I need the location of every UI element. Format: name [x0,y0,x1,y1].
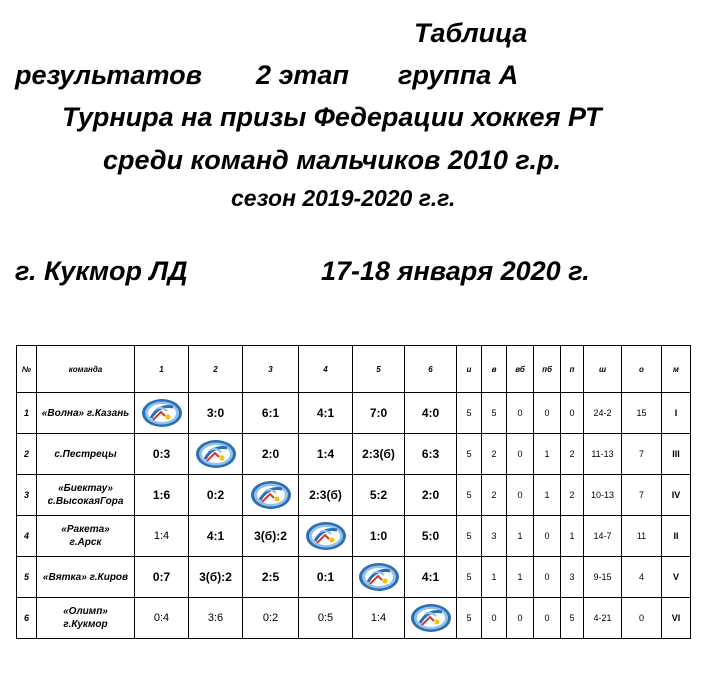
header-cell: № [17,346,37,393]
stat-goals: 14-7 [584,516,622,557]
title-line-5: сезон 2019-2020 г.г. [231,185,456,211]
stat-wins-shootout: 1 [507,557,534,598]
title-line-2a: результатов [15,60,202,90]
stat-losses-shootout: 1 [534,475,561,516]
header-cell: 2 [189,346,243,393]
diagonal-logo-cell [353,557,405,598]
table-row [17,393,691,434]
team-name-line-2: г.Арск [69,537,102,548]
stat-goals: 9-15 [584,557,622,598]
stat-losses: 0 [561,393,584,434]
stat-wins-shootout: 1 [507,516,534,557]
score-cell: 3:6 [189,598,243,639]
stat-wins-shootout: 0 [507,434,534,475]
stat-losses-shootout: 0 [534,598,561,639]
stat-games: 5 [457,598,482,639]
stat-games: 5 [457,557,482,598]
stat-losses: 5 [561,598,584,639]
team-name-line-2: г.Кукмор [63,619,108,630]
stat-wins: 1 [482,557,507,598]
stat-losses: 2 [561,434,584,475]
row-number: 4 [17,516,37,557]
row-number: 3 [17,475,37,516]
table-row [17,434,691,475]
stat-place: I [662,393,691,434]
stat-wins-shootout: 0 [507,393,534,434]
stat-games: 5 [457,393,482,434]
team-name-line-1: «Вятка» г.Киров [42,571,129,583]
team-name [37,598,135,639]
stat-losses-shootout: 0 [534,393,561,434]
stat-losses: 2 [561,475,584,516]
header-cell: ш [584,346,622,393]
team-name [37,434,135,475]
score-cell: 2:0 [243,434,299,475]
stat-games: 5 [457,434,482,475]
team-name-line-1: «Ракета» [61,524,110,535]
team-name-line-1: «Олимп» [63,606,108,617]
score-cell: 1:4 [353,598,405,639]
table-row [17,557,691,598]
score-cell: 1:6 [135,475,189,516]
header-cell: 4 [299,346,353,393]
dates: 17-18 января 2020 г. [321,256,590,286]
stat-points: 15 [622,393,662,434]
score-cell: 4:1 [299,393,353,434]
stat-goals: 4-21 [584,598,622,639]
score-cell: 5:0 [405,516,457,557]
score-cell: 1:0 [353,516,405,557]
diagonal-logo-cell [189,434,243,475]
hockey-logo-icon [141,398,183,428]
stat-goals: 11-13 [584,434,622,475]
stat-wins-shootout: 0 [507,475,534,516]
header-cell: пб [534,346,561,393]
score-cell: 2:3(б) [353,434,405,475]
score-cell: 3(б):2 [243,516,299,557]
stat-points: 7 [622,475,662,516]
team-name [37,475,135,516]
header-cell: и [457,346,482,393]
team-name [37,393,135,434]
stat-goals: 10-13 [584,475,622,516]
score-cell: 3(б):2 [189,557,243,598]
header-cell: о [622,346,662,393]
stat-goals: 24-2 [584,393,622,434]
title-line-3: Турнира на призы Федерации хоккея РТ [62,102,602,132]
hockey-logo-icon [305,521,347,551]
hockey-logo-icon [250,480,292,510]
header-cell: 6 [405,346,457,393]
stat-wins: 0 [482,598,507,639]
header-cell: 1 [135,346,189,393]
stat-place: III [662,434,691,475]
score-cell: 0:5 [299,598,353,639]
table-row [17,475,691,516]
score-cell: 2:0 [405,475,457,516]
score-cell: 0:7 [135,557,189,598]
stat-losses-shootout: 1 [534,434,561,475]
diagonal-logo-cell [405,598,457,639]
stat-games: 5 [457,475,482,516]
title-line-1: Таблица [414,18,528,48]
row-number: 5 [17,557,37,598]
stat-place: II [662,516,691,557]
score-cell: 1:4 [135,516,189,557]
stat-games: 5 [457,516,482,557]
score-cell: 1:4 [299,434,353,475]
table-header-row [17,346,691,393]
stat-wins: 2 [482,434,507,475]
stat-place: IV [662,475,691,516]
stat-losses: 1 [561,516,584,557]
header-cell: 3 [243,346,299,393]
diagonal-logo-cell [299,516,353,557]
title-line-2c: группа А [398,60,519,90]
stat-points: 7 [622,434,662,475]
score-cell: 7:0 [353,393,405,434]
row-number: 1 [17,393,37,434]
results-table [16,345,691,639]
score-cell: 0:4 [135,598,189,639]
table-row [17,598,691,639]
team-name-line-1: «Волна» г.Казань [41,407,130,419]
header-cell: 5 [353,346,405,393]
hockey-logo-icon [358,562,400,592]
score-cell: 2:3(б) [299,475,353,516]
header-cell: п [561,346,584,393]
header-cell: в [482,346,507,393]
score-cell: 6:3 [405,434,457,475]
title-line-2b: 2 этап [256,60,349,90]
title-line-4: среди команд мальчиков 2010 г.р. [103,145,561,175]
header-cell: команда [37,346,135,393]
stat-place: V [662,557,691,598]
stat-wins-shootout: 0 [507,598,534,639]
team-name [37,516,135,557]
stat-losses-shootout: 0 [534,516,561,557]
score-cell: 6:1 [243,393,299,434]
score-cell: 0:3 [135,434,189,475]
stat-wins: 5 [482,393,507,434]
score-cell: 5:2 [353,475,405,516]
score-cell: 4:0 [405,393,457,434]
stat-points: 0 [622,598,662,639]
stat-points: 4 [622,557,662,598]
score-cell: 0:2 [189,475,243,516]
score-cell: 3:0 [189,393,243,434]
diagonal-logo-cell [135,393,189,434]
team-name [37,557,135,598]
stat-losses: 3 [561,557,584,598]
header-cell: вб [507,346,534,393]
stat-wins: 2 [482,475,507,516]
hockey-logo-icon [195,439,237,469]
score-cell: 2:5 [243,557,299,598]
score-cell: 4:1 [189,516,243,557]
header-cell: м [662,346,691,393]
row-number: 2 [17,434,37,475]
team-name-line-2: с.ВысокаяГора [47,496,124,507]
stat-losses-shootout: 0 [534,557,561,598]
team-name-line-1: с.Пестрецы [54,448,117,460]
venue: г. Кукмор ЛД [15,256,188,286]
score-cell: 0:2 [243,598,299,639]
team-name-line-1: «Биектау» [58,483,113,494]
score-cell: 0:1 [299,557,353,598]
hockey-logo-icon [410,603,452,633]
stat-place: VI [662,598,691,639]
diagonal-logo-cell [243,475,299,516]
row-number: 6 [17,598,37,639]
stat-points: 11 [622,516,662,557]
stat-wins: 3 [482,516,507,557]
table-row [17,516,691,557]
score-cell: 4:1 [405,557,457,598]
